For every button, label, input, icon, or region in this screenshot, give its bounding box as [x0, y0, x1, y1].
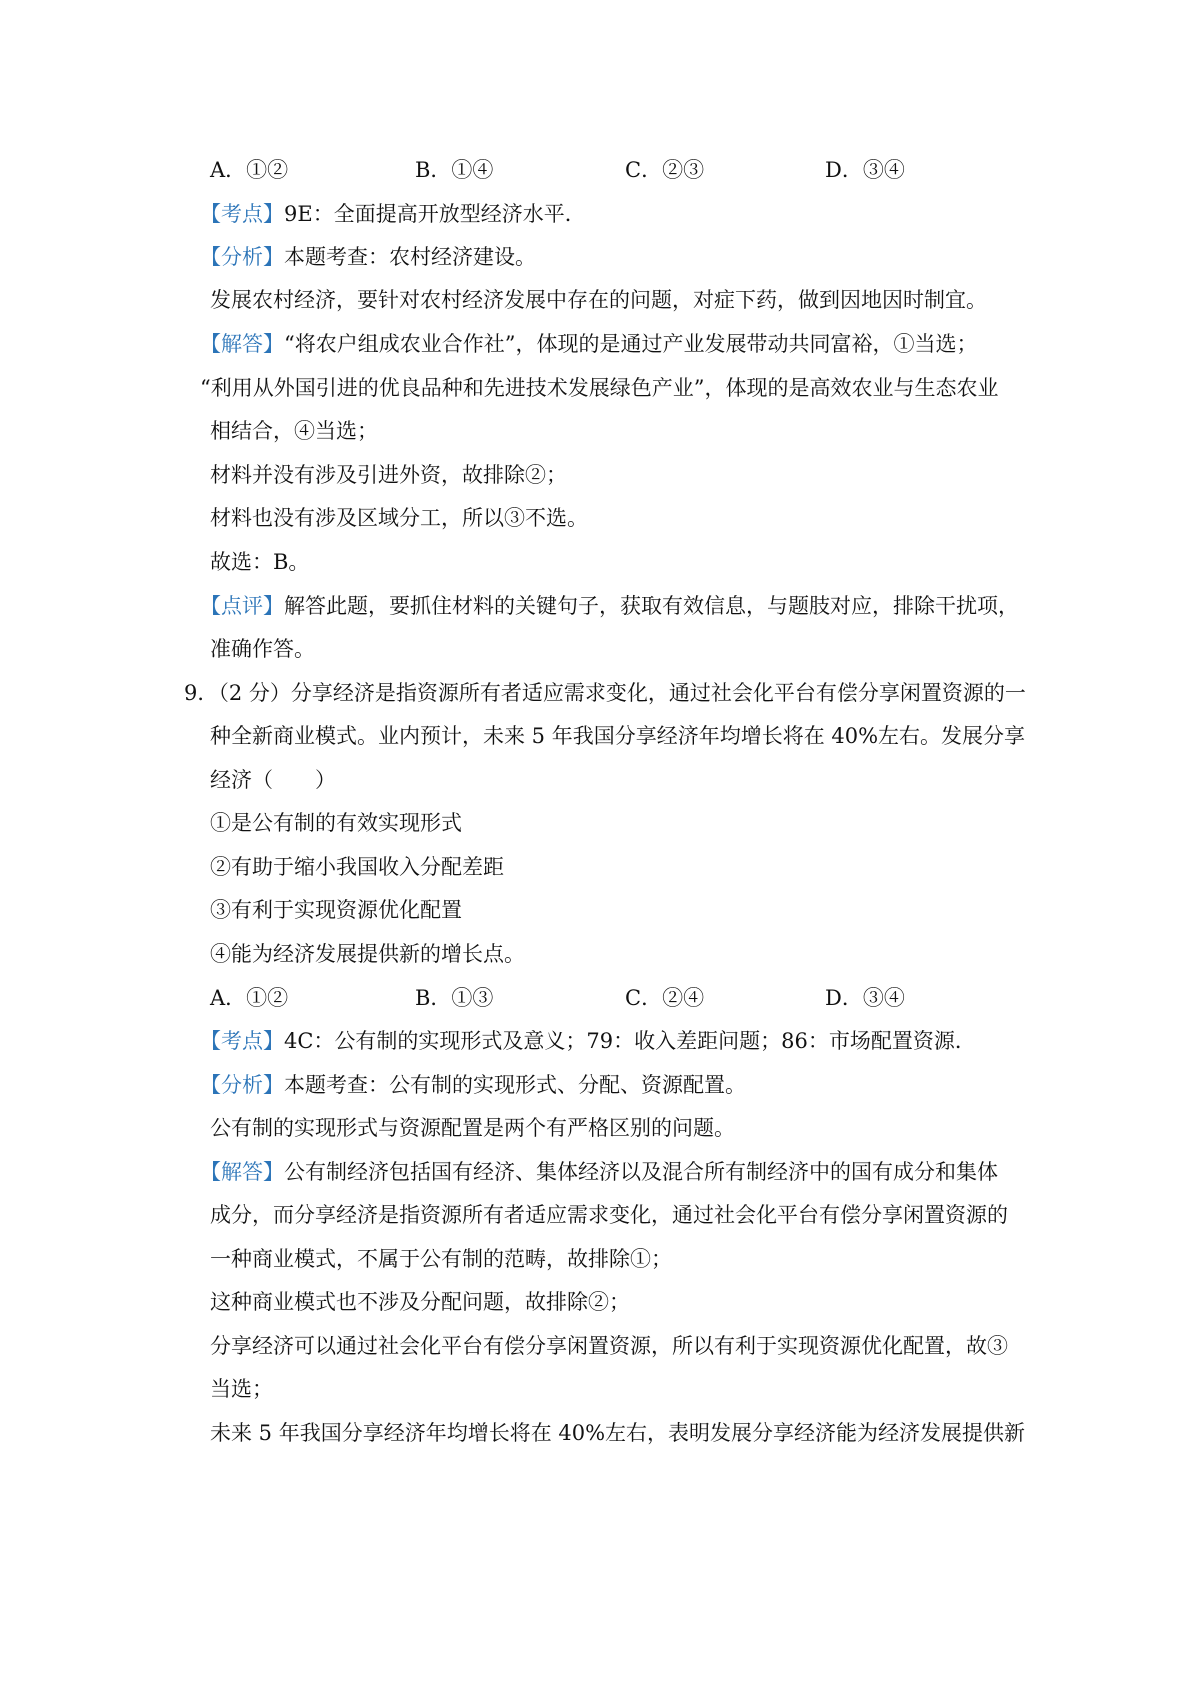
- q8-fenxi-text: 本题考查：农村经济建设。: [284, 245, 536, 269]
- q9-item-1: ①是公有制的有效实现形式: [210, 811, 462, 835]
- q9-stem-line2: 种全新商业模式。业内预计，未来 5 年我国分享经济年均增长将在 40%左右。发展分享: [210, 724, 1026, 748]
- q9-jieda-line1: 公有制经济包括国有经济、集体经济以及混合所有制经济中的国有成分和集体: [284, 1160, 998, 1184]
- q8-kaodian-text: 9E：全面提高开放型经济水平．: [284, 202, 586, 226]
- q8-dianping-tag: 【点评】: [200, 594, 284, 618]
- q9-option-d: D．③④: [825, 986, 905, 1010]
- q9-stem-line1: 9．（2 分）分享经济是指资源所有者适应需求变化，通过社会化平台有偿分享闲置资源的一: [184, 681, 1026, 705]
- q9-kaodian: [200, 1027, 976, 1055]
- q9-options: [210, 984, 1030, 1012]
- q8-kaodian-tag: 【考点】: [200, 202, 284, 226]
- q9-jieda-line4: 这种商业模式也不涉及分配问题，故排除②；: [210, 1290, 630, 1314]
- q9-item-3: ③有利于实现资源优化配置: [210, 898, 462, 922]
- q9-jieda-line5: 分享经济可以通过社会化平台有偿分享闲置资源，所以有利于实现资源优化配置，故③: [210, 1334, 1008, 1358]
- q8-jieda-tag: 【解答】: [200, 332, 284, 356]
- q8-dianping-line1: 解答此题，要抓住材料的关键句子，获取有效信息，与题肢对应，排除干扰项，: [284, 594, 1019, 618]
- q9-fenxi-text: 本题考查：公有制的实现形式、分配、资源配置。: [284, 1073, 746, 1097]
- q9-option-a: A．①②: [210, 986, 289, 1010]
- q8-option-d: D．③④: [825, 158, 905, 182]
- q8-option-a: A．①②: [210, 158, 289, 182]
- q9-jieda-tag: 【解答】: [200, 1160, 284, 1184]
- q8-jieda-line6: 故选：B。: [210, 550, 310, 574]
- q8-fenxi: [200, 243, 536, 271]
- q8-jieda-line2: “利用从外国引进的优良品种和先进技术发展绿色产业”，体现的是高效农业与生态农业: [200, 376, 999, 400]
- q9-item-4: ④能为经济发展提供新的增长点。: [210, 942, 525, 966]
- q8-jieda-line5: 材料也没有涉及区域分工，所以③不选。: [210, 506, 588, 530]
- q9-jieda-line6: 当选；: [210, 1377, 273, 1401]
- q8-option-b: B．①④: [415, 158, 494, 182]
- q8-kaodian: [200, 200, 586, 228]
- q9-option-c: C．②④: [625, 986, 705, 1010]
- q9-fenxi: [200, 1071, 746, 1099]
- q9-item-2: ②有助于缩小我国收入分配差距: [210, 855, 504, 879]
- q8-dianping: [200, 592, 1019, 620]
- q8-option-c: C．②③: [625, 158, 705, 182]
- q8-options: [210, 156, 1030, 184]
- q8-jieda-line1: “将农户组成农业合作社”，体现的是通过产业发展带动共同富裕，①当选；: [284, 332, 978, 356]
- q8-fenxi-line2: 发展农村经济，要针对农村经济发展中存在的问题，对症下药，做到因地因时制宜。: [210, 288, 987, 312]
- q9-kaodian-text: 4C：公有制的实现形式及意义；79：收入差距问题；86：市场配置资源．: [284, 1029, 976, 1053]
- q9-fenxi-tag: 【分析】: [200, 1073, 284, 1097]
- q9-jieda-line3: 一种商业模式，不属于公有制的范畴，故排除①；: [210, 1247, 672, 1271]
- q9-jieda-line2: 成分，而分享经济是指资源所有者适应需求变化，通过社会化平台有偿分享闲置资源的: [210, 1203, 1008, 1227]
- q9-fenxi-line2: 公有制的实现形式与资源配置是两个有严格区别的问题。: [210, 1116, 735, 1140]
- q8-dianping-line2: 准确作答。: [210, 637, 315, 661]
- q8-jieda-line4: 材料并没有涉及引进外资，故排除②；: [210, 463, 567, 487]
- q8-jieda: [200, 330, 977, 358]
- q9-stem-line3: 经济（ ）: [210, 768, 336, 792]
- q9-jieda: [200, 1158, 998, 1186]
- q8-fenxi-tag: 【分析】: [200, 245, 284, 269]
- q9-option-b: B．①③: [415, 986, 494, 1010]
- q8-jieda-line3: 相结合，④当选；: [210, 419, 378, 443]
- q9-kaodian-tag: 【考点】: [200, 1029, 284, 1053]
- q9-jieda-line7: 未来 5 年我国分享经济年均增长将在 40%左右，表明发展分享经济能为经济发展提供新: [210, 1421, 1026, 1445]
